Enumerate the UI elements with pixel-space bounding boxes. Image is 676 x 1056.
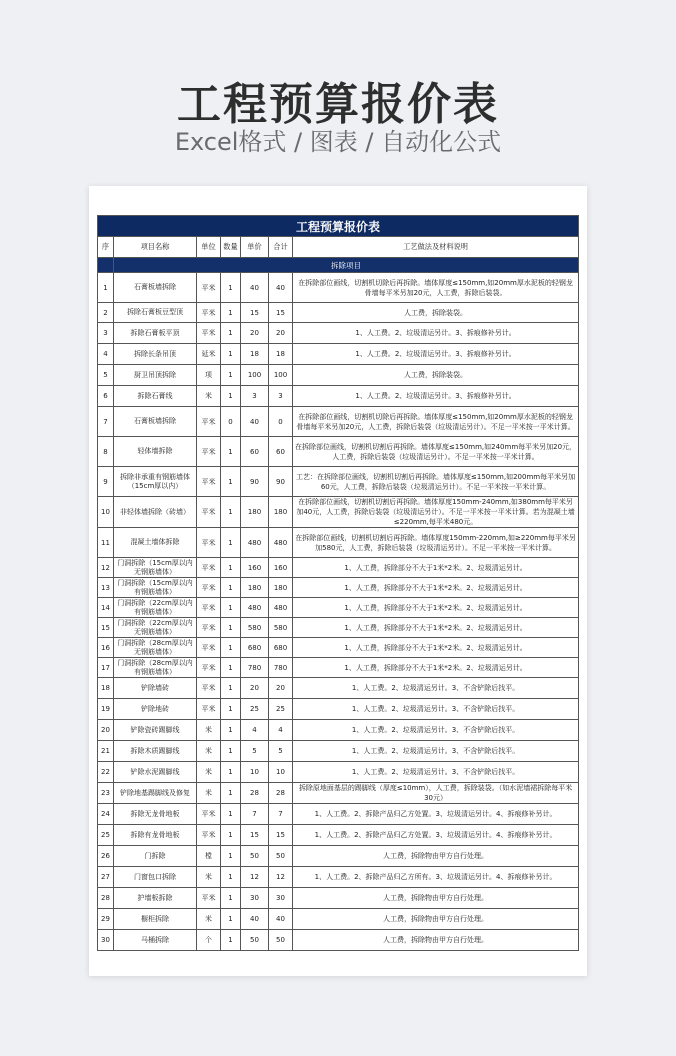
row-name: 门洞拆除（15cm厚以内无钢筋墙体） <box>114 558 197 578</box>
row-name: 铲除地基踢脚线及修复 <box>114 783 197 804</box>
hero-title: 工程预算报价表 <box>177 79 499 130</box>
row-qty: 1 <box>221 867 241 888</box>
row-total: 50 <box>269 930 293 951</box>
row-qty: 1 <box>221 467 241 497</box>
row-total: 3 <box>269 386 293 407</box>
row-desc: 1、人工费。2、垃圾清运另计。3、不含铲除后找平。 <box>293 678 579 699</box>
row-total: 50 <box>269 846 293 867</box>
row-no: 21 <box>98 741 114 762</box>
row-unit: 平米 <box>197 578 221 598</box>
table-row <box>98 558 579 578</box>
row-name: 门窗包口拆除 <box>114 867 197 888</box>
row-price: 7 <box>241 804 269 825</box>
row-desc: 1、人工费。2、拆除产品归乙方处置。3、垃圾清运另计。4、拆痕修补另计。 <box>293 804 579 825</box>
row-unit: 米 <box>197 386 221 407</box>
table-row <box>98 528 579 558</box>
row-price: 180 <box>241 578 269 598</box>
header-total: 合计 <box>269 237 293 258</box>
row-total: 18 <box>269 344 293 365</box>
header-price: 单价 <box>241 237 269 258</box>
row-total: 28 <box>269 783 293 804</box>
row-price: 580 <box>241 618 269 638</box>
row-no: 3 <box>98 323 114 344</box>
row-unit: 平米 <box>197 638 221 658</box>
row-name: 铲除水泥踢脚线 <box>114 762 197 783</box>
table-row <box>98 846 579 867</box>
row-unit: 平米 <box>197 804 221 825</box>
row-price: 12 <box>241 867 269 888</box>
row-no: 24 <box>98 804 114 825</box>
row-qty: 0 <box>221 407 241 437</box>
row-no: 7 <box>98 407 114 437</box>
row-no: 4 <box>98 344 114 365</box>
table-row <box>98 658 579 678</box>
row-price: 3 <box>241 386 269 407</box>
row-no: 1 <box>98 273 114 303</box>
row-unit: 平米 <box>197 497 221 528</box>
row-unit: 延米 <box>197 344 221 365</box>
row-qty: 1 <box>221 638 241 658</box>
row-desc: 1、人工费。2、垃圾清运另计。3、不含铲除后找平。 <box>293 699 579 720</box>
row-name: 石膏板墙拆除 <box>114 273 197 303</box>
table-row <box>98 888 579 909</box>
row-qty: 1 <box>221 658 241 678</box>
row-desc: 1、人工费，拆除部分不大于1米*2米。2、垃圾清运另计。 <box>293 578 579 598</box>
row-no: 12 <box>98 558 114 578</box>
section-marker <box>98 258 114 273</box>
row-no: 11 <box>98 528 114 558</box>
table-row <box>98 578 579 598</box>
row-unit: 平米 <box>197 558 221 578</box>
row-unit: 平米 <box>197 618 221 638</box>
row-total: 0 <box>269 407 293 437</box>
row-qty: 1 <box>221 303 241 323</box>
row-name: 铲除瓷砖踢脚线 <box>114 720 197 741</box>
row-name: 混凝土墙体拆除 <box>114 528 197 558</box>
row-no: 13 <box>98 578 114 598</box>
row-desc: 1、人工费，拆除部分不大于1米*2米。2、垃圾清运另计。 <box>293 658 579 678</box>
row-price: 5 <box>241 741 269 762</box>
row-price: 480 <box>241 528 269 558</box>
row-total: 480 <box>269 528 293 558</box>
row-qty: 1 <box>221 699 241 720</box>
row-qty: 1 <box>221 741 241 762</box>
row-name: 非轻体墙拆除（砖墙） <box>114 497 197 528</box>
row-price: 680 <box>241 638 269 658</box>
table-row <box>98 303 579 323</box>
table-row <box>98 365 579 386</box>
row-price: 480 <box>241 598 269 618</box>
row-desc: 人工费，拆除物由甲方自行处理。 <box>293 909 579 930</box>
row-desc: 拆除原地面基层的踢脚线（厚度≤10mm），人工费，拆除装袋。（如水泥墙裙拆除每平米30元） <box>293 783 579 804</box>
row-desc: 1、人工费。2、拆除产品归乙方处置。3、垃圾清运另计。4、拆痕修补另计。 <box>293 825 579 846</box>
row-price: 100 <box>241 365 269 386</box>
row-total: 40 <box>269 273 293 303</box>
row-total: 5 <box>269 741 293 762</box>
row-no: 18 <box>98 678 114 699</box>
row-qty: 1 <box>221 720 241 741</box>
header-qty: 数量 <box>221 237 241 258</box>
row-qty: 1 <box>221 598 241 618</box>
row-price: 90 <box>241 467 269 497</box>
table-row <box>98 930 579 951</box>
row-unit: 米 <box>197 762 221 783</box>
row-no: 23 <box>98 783 114 804</box>
row-name: 门洞拆除（22cm厚以内无钢筋墙体） <box>114 618 197 638</box>
row-price: 30 <box>241 888 269 909</box>
row-qty: 1 <box>221 825 241 846</box>
table-row <box>98 407 579 437</box>
row-desc: 1、人工费。2、垃圾清运另计。3、不含铲除后找平。 <box>293 720 579 741</box>
row-no: 16 <box>98 638 114 658</box>
row-total: 7 <box>269 804 293 825</box>
row-price: 50 <box>241 846 269 867</box>
row-unit: 项 <box>197 365 221 386</box>
table-row <box>98 386 579 407</box>
row-price: 40 <box>241 407 269 437</box>
row-unit: 平米 <box>197 528 221 558</box>
row-qty: 1 <box>221 909 241 930</box>
row-qty: 1 <box>221 804 241 825</box>
row-price: 4 <box>241 720 269 741</box>
row-name: 厨卫吊顶拆除 <box>114 365 197 386</box>
row-qty: 1 <box>221 323 241 344</box>
row-name: 橱柜拆除 <box>114 909 197 930</box>
row-no: 29 <box>98 909 114 930</box>
row-name: 铲除地砖 <box>114 699 197 720</box>
row-qty: 1 <box>221 678 241 699</box>
table-title-row <box>98 216 579 237</box>
row-qty: 1 <box>221 762 241 783</box>
row-price: 28 <box>241 783 269 804</box>
table-row <box>98 720 579 741</box>
row-qty: 1 <box>221 386 241 407</box>
row-price: 40 <box>241 909 269 930</box>
row-desc: 1、人工费。2、垃圾清运另计。3、不含铲除后找平。 <box>293 762 579 783</box>
row-no: 8 <box>98 437 114 467</box>
row-total: 15 <box>269 303 293 323</box>
table-row <box>98 762 579 783</box>
row-name: 拆除有龙骨地板 <box>114 825 197 846</box>
row-name: 门洞拆除（28cm厚以内有钢筋墙体） <box>114 658 197 678</box>
table-row <box>98 783 579 804</box>
row-unit: 平米 <box>197 658 221 678</box>
row-no: 22 <box>98 762 114 783</box>
row-total: 15 <box>269 825 293 846</box>
row-no: 2 <box>98 303 114 323</box>
row-name: 门洞拆除（22cm厚以内有钢筋墙体） <box>114 598 197 618</box>
table-row <box>98 825 579 846</box>
row-desc: 工艺：在拆除部位画线，切割机切割后再拆除。墙体厚度≤150mm,如200mm每平米另加60元，人工费，拆除后装袋（垃圾清运另计）。不足一平米按一平米计算。 <box>293 467 579 497</box>
row-no: 14 <box>98 598 114 618</box>
row-qty: 1 <box>221 497 241 528</box>
table-row <box>98 867 579 888</box>
row-desc: 1、人工费。2、垃圾清运另计。3、拆痕修补另计。 <box>293 386 579 407</box>
row-qty: 1 <box>221 783 241 804</box>
row-unit: 平米 <box>197 598 221 618</box>
row-qty: 1 <box>221 344 241 365</box>
table-row <box>98 497 579 528</box>
table-row <box>98 638 579 658</box>
section-row <box>98 258 579 273</box>
row-no: 6 <box>98 386 114 407</box>
row-total: 30 <box>269 888 293 909</box>
row-desc: 1、人工费，拆除部分不大于1米*2米。2、垃圾清运另计。 <box>293 638 579 658</box>
row-total: 20 <box>269 323 293 344</box>
row-name: 拆除无龙骨地板 <box>114 804 197 825</box>
row-total: 160 <box>269 558 293 578</box>
row-qty: 1 <box>221 846 241 867</box>
row-no: 30 <box>98 930 114 951</box>
row-price: 15 <box>241 825 269 846</box>
row-price: 180 <box>241 497 269 528</box>
row-total: 480 <box>269 598 293 618</box>
row-unit: 米 <box>197 867 221 888</box>
row-desc: 1、人工费。2、垃圾清运另计。3、不含铲除后找平。 <box>293 741 579 762</box>
row-name: 拆除石膏线 <box>114 386 197 407</box>
row-no: 5 <box>98 365 114 386</box>
row-unit: 平米 <box>197 825 221 846</box>
row-qty: 1 <box>221 578 241 598</box>
hero-subtitle: Excel格式 / 图表 / 自动化公式 <box>174 128 502 156</box>
spreadsheet-preview <box>89 186 587 976</box>
row-price: 18 <box>241 344 269 365</box>
row-name: 拆除木质踢脚线 <box>114 741 197 762</box>
row-qty: 1 <box>221 888 241 909</box>
row-total: 10 <box>269 762 293 783</box>
table-row <box>98 323 579 344</box>
row-name: 马桶拆除 <box>114 930 197 951</box>
row-total: 25 <box>269 699 293 720</box>
row-total: 12 <box>269 867 293 888</box>
row-unit: 米 <box>197 909 221 930</box>
row-desc: 在拆除部位画线，切割机切除后再拆除。墙体厚度≤150mm,如20mm厚水泥板的轻钢龙骨墙每平米另加20元，人工费，拆除后装袋。 <box>293 273 579 303</box>
section-title: 拆除项目 <box>114 258 579 273</box>
row-total: 40 <box>269 909 293 930</box>
row-unit: 平米 <box>197 323 221 344</box>
row-qty: 1 <box>221 618 241 638</box>
row-no: 28 <box>98 888 114 909</box>
row-unit: 平米 <box>197 699 221 720</box>
row-unit: 米 <box>197 783 221 804</box>
row-price: 60 <box>241 437 269 467</box>
row-desc: 在拆除部位画线，切割机切割后再拆除。墙体厚度150mm-220mm,如≥220mm每平米另加580元，人工费，拆除后装袋（垃圾清运另计）。不足一平米按一平米计算。 <box>293 528 579 558</box>
row-name: 拆除长条吊顶 <box>114 344 197 365</box>
table-row <box>98 909 579 930</box>
row-desc: 1、人工费，拆除部分不大于1米*2米。2、垃圾清运另计。 <box>293 598 579 618</box>
budget-table <box>97 215 579 951</box>
row-unit: 个 <box>197 930 221 951</box>
row-no: 26 <box>98 846 114 867</box>
row-name: 护墙板拆除 <box>114 888 197 909</box>
table-header-row <box>98 237 579 258</box>
row-no: 27 <box>98 867 114 888</box>
row-desc: 人工费，拆除物由甲方自行处理。 <box>293 930 579 951</box>
row-qty: 1 <box>221 365 241 386</box>
row-total: 4 <box>269 720 293 741</box>
row-no: 25 <box>98 825 114 846</box>
row-price: 160 <box>241 558 269 578</box>
row-price: 15 <box>241 303 269 323</box>
row-no: 17 <box>98 658 114 678</box>
row-qty: 1 <box>221 273 241 303</box>
row-total: 680 <box>269 638 293 658</box>
row-desc: 1、人工费。2、垃圾清运另计。3、拆痕修补另计。 <box>293 323 579 344</box>
row-name: 拆除石膏板豆型顶 <box>114 303 197 323</box>
table-row <box>98 618 579 638</box>
table-row <box>98 273 579 303</box>
row-total: 780 <box>269 658 293 678</box>
row-total: 580 <box>269 618 293 638</box>
row-name: 石膏板墙拆除 <box>114 407 197 437</box>
row-unit: 平米 <box>197 437 221 467</box>
row-name: 门洞拆除（15cm厚以内有钢筋墙体） <box>114 578 197 598</box>
row-name: 门拆除 <box>114 846 197 867</box>
row-desc: 1、人工费，拆除部分不大于1米*2米。2、垃圾清运另计。 <box>293 618 579 638</box>
table-row <box>98 699 579 720</box>
header-name: 项目名称 <box>114 237 197 258</box>
table-row <box>98 344 579 365</box>
row-unit: 平米 <box>197 678 221 699</box>
row-name: 拆除非承重有钢筋墙体（15cm厚以内） <box>114 467 197 497</box>
row-desc: 人工费，拆除装袋。 <box>293 365 579 386</box>
row-price: 20 <box>241 323 269 344</box>
row-name: 门洞拆除（28cm厚以内无钢筋墙体） <box>114 638 197 658</box>
row-price: 780 <box>241 658 269 678</box>
row-name: 铲除墙砖 <box>114 678 197 699</box>
row-desc: 1、人工费。2、垃圾清运另计。3、拆痕修补另计。 <box>293 344 579 365</box>
row-desc: 1、人工费。2、拆除产品归乙方所有。3、垃圾清运另计。4、拆痕修补另计。 <box>293 867 579 888</box>
row-desc: 1、人工费，拆除部分不大于1米*2米。2、垃圾清运另计。 <box>293 558 579 578</box>
row-total: 90 <box>269 467 293 497</box>
row-unit: 平米 <box>197 273 221 303</box>
header-no: 序 <box>98 237 114 258</box>
row-price: 20 <box>241 678 269 699</box>
row-unit: 樘 <box>197 846 221 867</box>
row-price: 25 <box>241 699 269 720</box>
row-desc: 在拆除部位画线，切割机切割后再拆除。墙体厚度≤150mm,如240mm每平米另加20元，人工费，拆除后装袋（垃圾清运另计）。不足一平米按一平米计算。 <box>293 437 579 467</box>
row-unit: 平米 <box>197 467 221 497</box>
row-price: 10 <box>241 762 269 783</box>
table-title: 工程预算报价表 <box>98 216 579 237</box>
row-total: 180 <box>269 497 293 528</box>
table-row <box>98 678 579 699</box>
row-total: 20 <box>269 678 293 699</box>
header-unit: 单位 <box>197 237 221 258</box>
row-unit: 米 <box>197 741 221 762</box>
row-price: 50 <box>241 930 269 951</box>
row-price: 40 <box>241 273 269 303</box>
row-desc: 在拆除部位画线，切割机切除后再拆除。墙体厚度≤150mm,如20mm厚水泥板的轻钢龙骨墙每平米另加20元，人工费，拆除后装袋（垃圾清运另计）。不足一平米按一平米计算。 <box>293 407 579 437</box>
row-unit: 平米 <box>197 888 221 909</box>
row-total: 60 <box>269 437 293 467</box>
row-name: 拆除石膏板平顶 <box>114 323 197 344</box>
table-row <box>98 741 579 762</box>
table-row <box>98 437 579 467</box>
row-unit: 平米 <box>197 407 221 437</box>
row-total: 180 <box>269 578 293 598</box>
row-desc: 在拆除部位画线，切割机切割后再拆除。墙体厚度150mm-240mm,如380mm每平米另加40元，人工费，拆除后装袋（垃圾清运另计）。不足一平米按一平米计算。若为混凝土墙≤220mm,每平米480元。 <box>293 497 579 528</box>
row-qty: 1 <box>221 528 241 558</box>
row-no: 9 <box>98 467 114 497</box>
header-desc: 工艺做法及材料说明 <box>293 237 579 258</box>
row-total: 100 <box>269 365 293 386</box>
row-desc: 人工费，拆除物由甲方自行处理。 <box>293 846 579 867</box>
row-qty: 1 <box>221 437 241 467</box>
row-name: 轻体墙拆除 <box>114 437 197 467</box>
row-unit: 平米 <box>197 303 221 323</box>
row-desc: 人工费，拆除装袋。 <box>293 303 579 323</box>
row-desc: 人工费，拆除物由甲方自行处理。 <box>293 888 579 909</box>
table-row <box>98 598 579 618</box>
row-no: 19 <box>98 699 114 720</box>
row-no: 10 <box>98 497 114 528</box>
row-unit: 米 <box>197 720 221 741</box>
table-row <box>98 467 579 497</box>
row-qty: 1 <box>221 930 241 951</box>
row-no: 15 <box>98 618 114 638</box>
row-no: 20 <box>98 720 114 741</box>
row-qty: 1 <box>221 558 241 578</box>
table-row <box>98 804 579 825</box>
